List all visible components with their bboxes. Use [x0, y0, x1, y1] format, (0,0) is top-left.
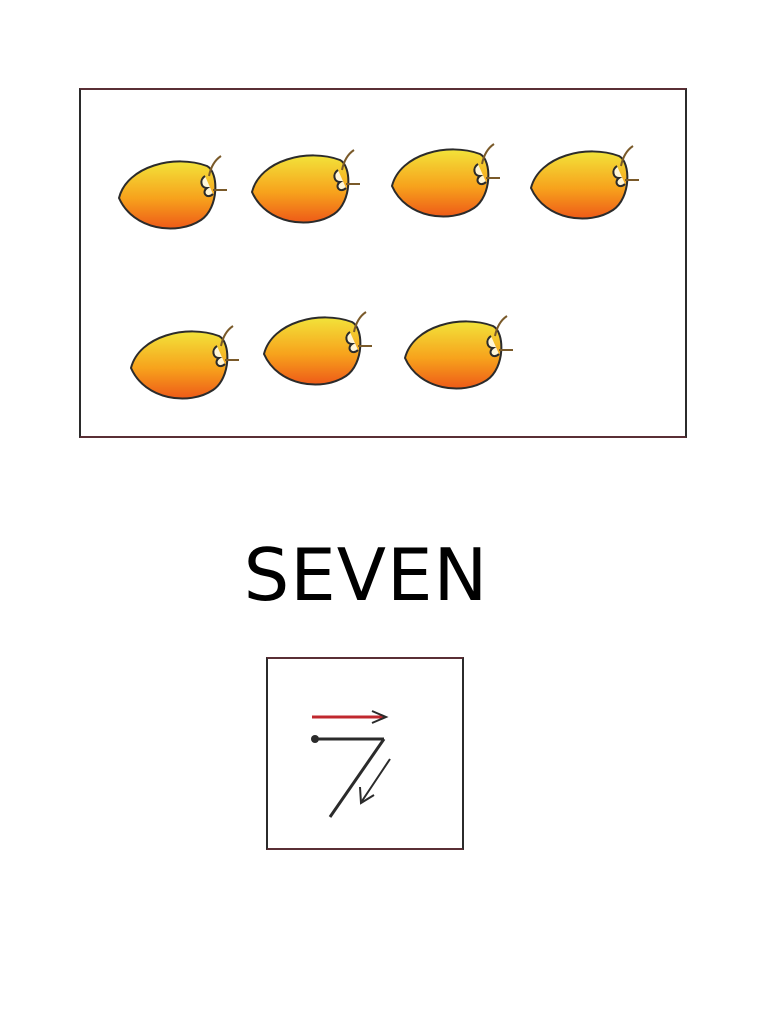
fruit-counting-box	[79, 88, 687, 438]
mango-icon	[388, 136, 508, 226]
seven-diagonal-stroke	[330, 739, 384, 817]
mango-icon	[401, 308, 521, 398]
mango-icon	[115, 148, 235, 238]
numeral-seven-stroke-guide	[268, 659, 462, 848]
mango-icon	[127, 318, 247, 408]
numeral-stroke-box	[266, 657, 464, 850]
mango-icon	[248, 142, 368, 232]
mango-icon	[260, 304, 380, 394]
number-word: SEVEN	[243, 533, 489, 617]
mango-icon	[527, 138, 647, 228]
